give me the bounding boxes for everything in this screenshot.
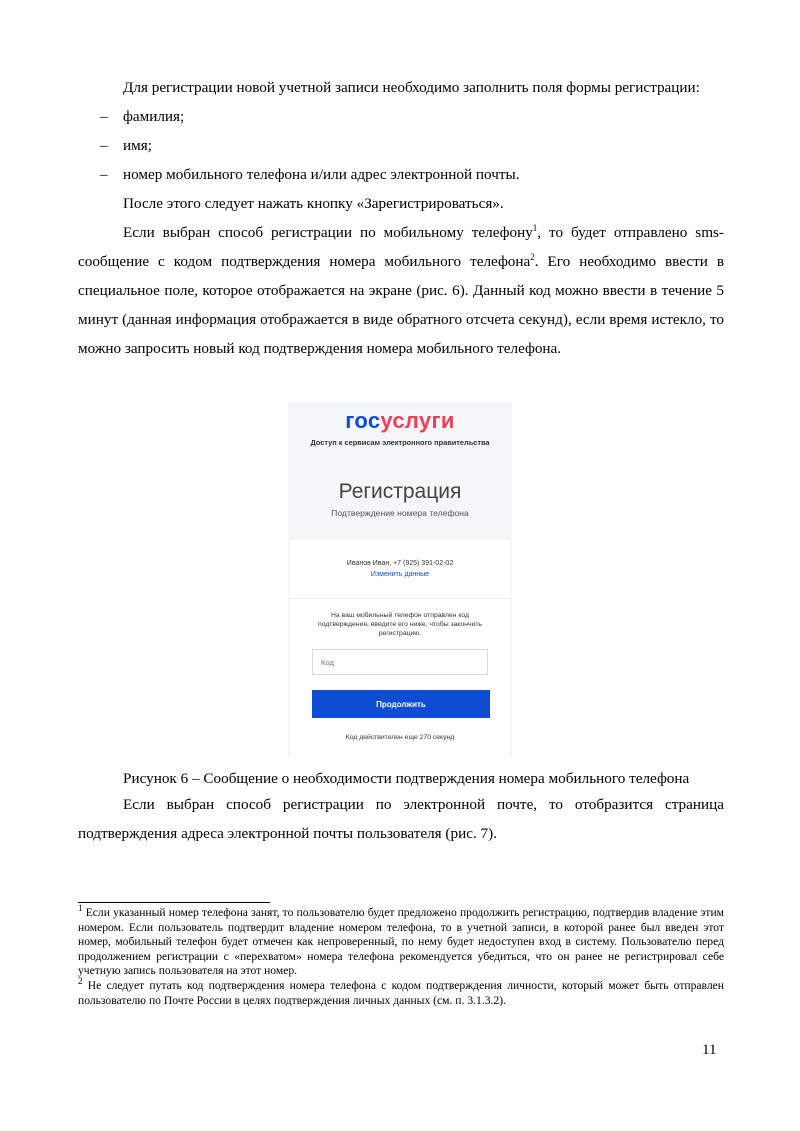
edit-data-link[interactable]: Изменить данные: [370, 571, 430, 578]
phone-text-3: . Его необходимо ввести в специальное поле, которое отображается на экране (рис. 6). Данный код можно ввести в течение 5 минут (данная информация отображается в виде обратного отсчета секунд), если время истекло, то можно запросить новый код подтверждения номера мобильного телефона.: [78, 253, 724, 357]
field-list: [78, 102, 724, 189]
footnote-ref-2[interactable]: 2: [530, 251, 535, 262]
page-number: 11: [702, 1041, 717, 1058]
list-dash: –: [100, 166, 108, 183]
confirmation-card: [290, 540, 510, 758]
phone-text-1: Если выбран способ регистрации по мобильному телефону: [123, 224, 533, 241]
continue-button[interactable]: Продолжить: [312, 690, 490, 718]
list-item: [78, 102, 724, 131]
phone-paragraph: [78, 218, 724, 363]
registration-title: Регистрация: [338, 480, 462, 503]
figure-registration-screenshot: [288, 402, 512, 758]
code-input[interactable]: [312, 649, 488, 675]
email-paragraph: Если выбран способ регистрации по электронной почте, то отобразится страница подтверждения адреса электронной почты пользователя (рис. 7).: [78, 796, 724, 842]
footnote-mark-1: 1: [78, 903, 83, 914]
registration-subtitle: Подтверждение номера телефона: [331, 508, 469, 518]
after-list-paragraph: После этого следует нажать кнопку «Зарегистрироваться».: [123, 195, 504, 212]
user-info: Иванов Иван, +7 (925) 391-02-02: [346, 560, 454, 567]
logo-part-gos: гос: [345, 408, 381, 433]
footnote-mark-2: 2: [78, 976, 83, 987]
footnote-2-text: Не следует путать код подтверждения номера телефона с кодом подтверждения личности, который может быть отправлен пользователю по Почте России в целях подтверждения личных данных (см. п. 3.1.3.2).: [78, 978, 724, 1007]
footnote-divider: [78, 902, 270, 903]
footnote-2: [78, 976, 724, 1008]
logo-part-uslugi: услуги: [380, 408, 455, 433]
footnote-1: [78, 903, 725, 979]
list-dash: –: [100, 137, 108, 154]
figure-caption: Рисунок 6 – Сообщение о необходимости подтверждения номера мобильного телефона: [123, 770, 690, 787]
logo-subtitle: Доступ к сервисам электронного правительства: [310, 438, 490, 447]
gosuslugi-logo: [288, 408, 512, 434]
footnotes: [78, 903, 725, 1008]
list-dash: –: [100, 108, 108, 125]
sms-sent-message: На ваш мобильный телефон отправлен код подтверждения, введите его ниже, чтобы закончить регистрацию.: [318, 612, 482, 637]
list-item: [78, 160, 724, 189]
list-item: [78, 131, 724, 160]
list-item-text: фамилия;: [123, 108, 185, 125]
footnote-1-text: Если указанный номер телефона занят, то пользователю будет предложено продолжить регистрацию, подтвердив владение этим номером. Если пользователь подтвердит владение номером телефона, то в учетной записи, в которой ранее был введен этот номер, мобильный телефон будет отмечен как непроверенный, по нему будет недоступен вход в систему. Пользователю перед продолжением регистрации с «перехватом» номера телефона рекомендуется убедиться, что он ранее не регистрировал себе учетную запись пользователя на этот номер.: [78, 906, 725, 978]
phone-text-2: , то будет отправлено sms-сообщение с кодом подтверждения номера мобильного телефона: [78, 224, 724, 270]
intro-paragraph: Для регистрации новой учетной записи необходимо заполнить поля формы регистрации:: [123, 79, 700, 96]
code-timer: Код действителен еще 270 секунд: [345, 734, 455, 741]
body-bottom: [78, 790, 724, 848]
footnote-ref-1[interactable]: 1: [532, 222, 538, 233]
body-top: [78, 73, 724, 363]
list-item-text: номер мобильного телефона и/или адрес электронной почты.: [123, 166, 520, 183]
card-divider: [290, 598, 510, 599]
list-item-text: имя;: [123, 137, 152, 154]
